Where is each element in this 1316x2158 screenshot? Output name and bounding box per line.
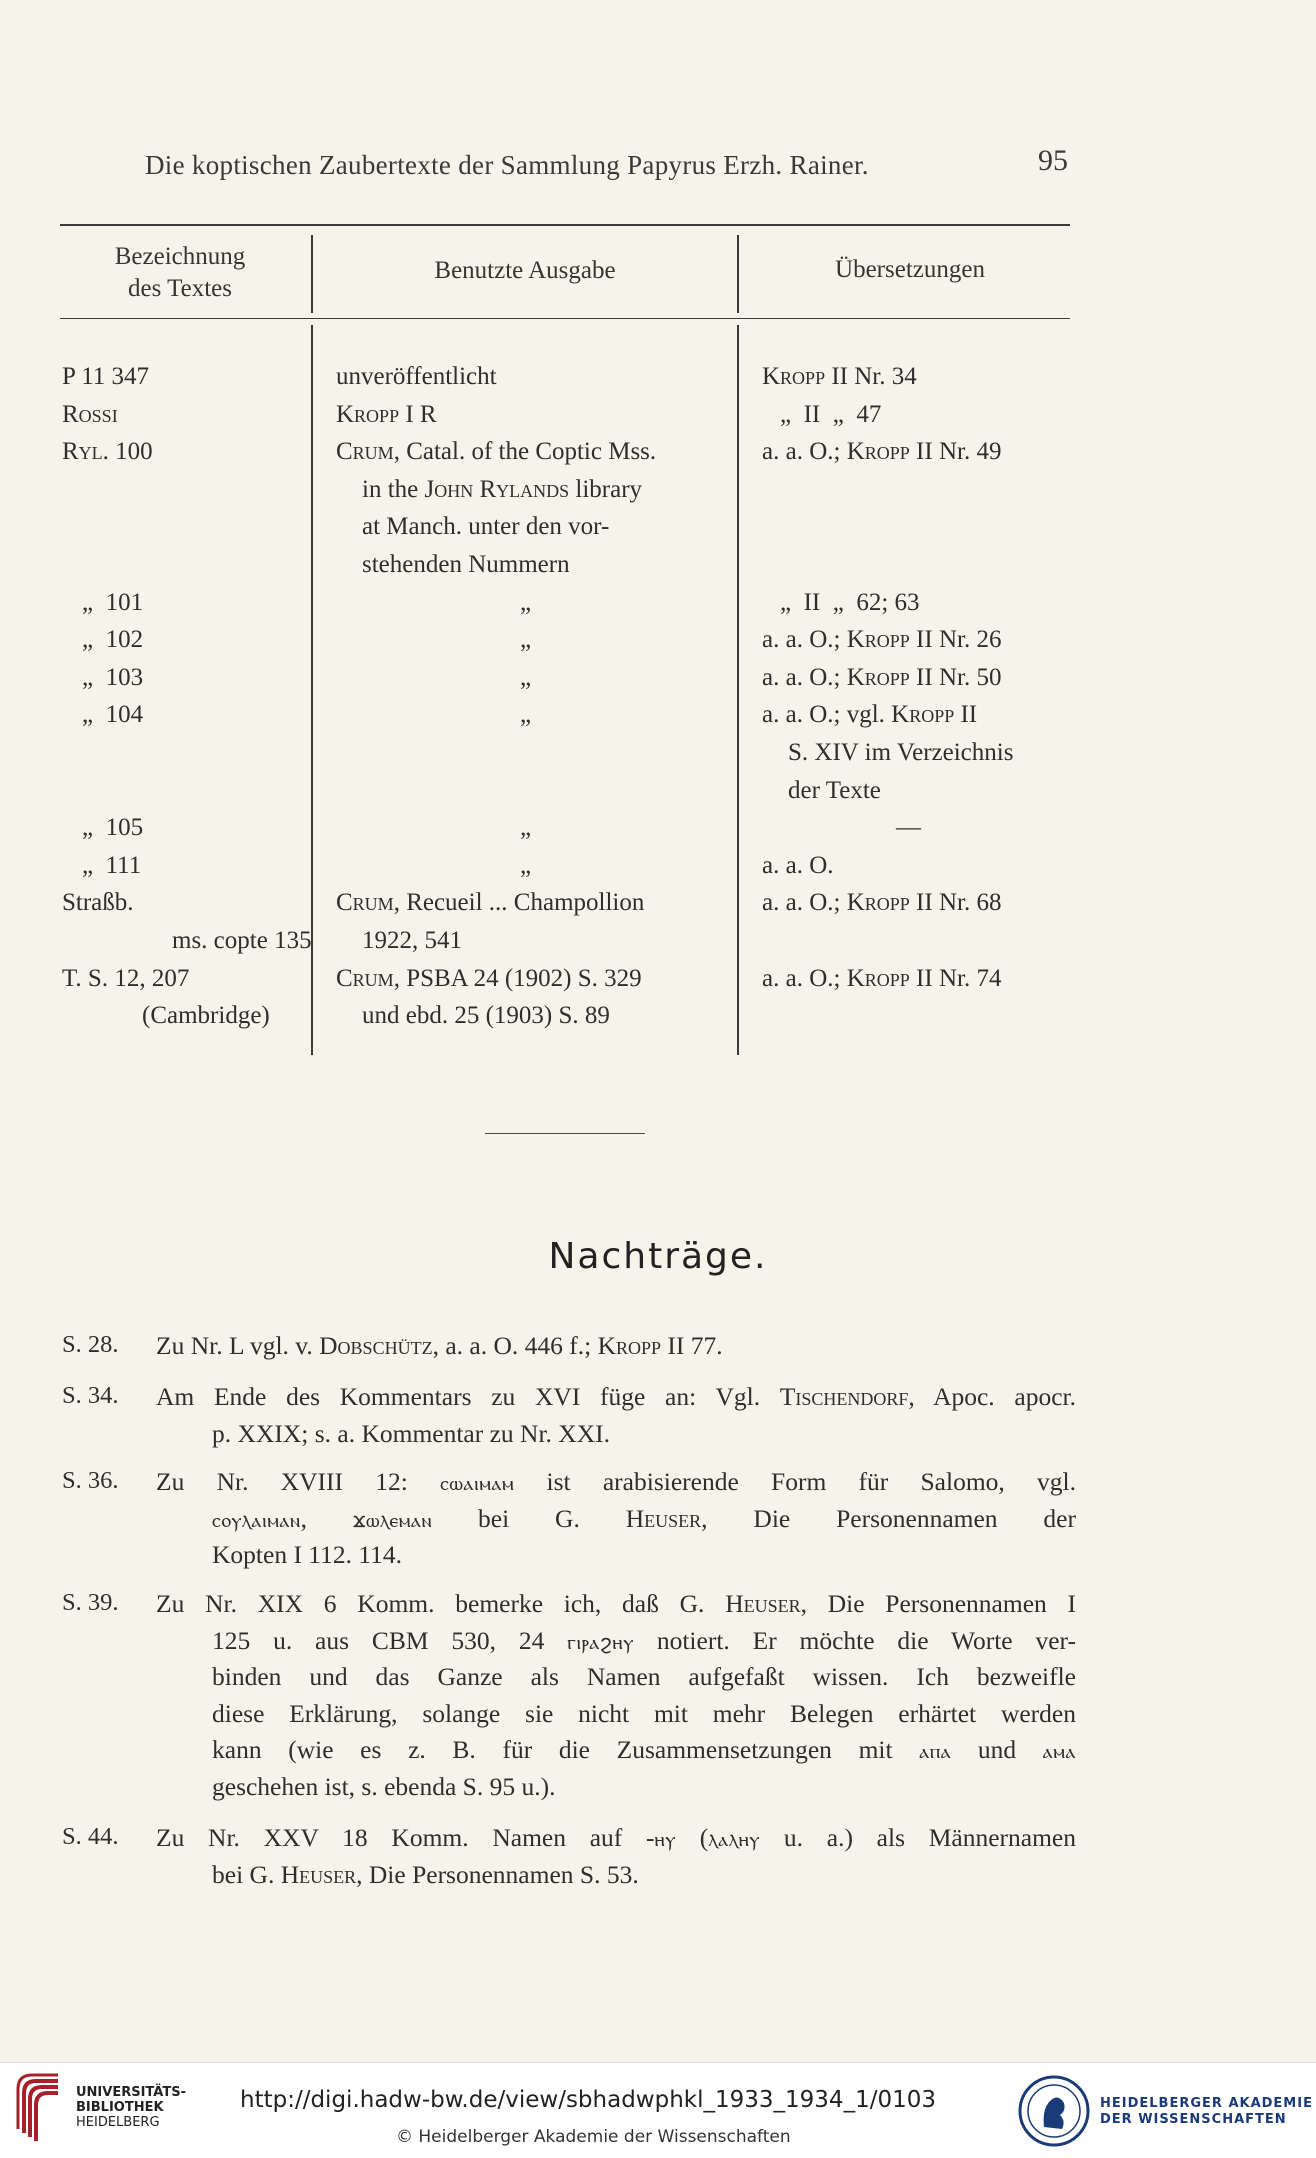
note-page-ref: S. 44. — [62, 1823, 119, 1850]
cell-bezeichnung: „ 111 — [82, 851, 142, 879]
cell-bezeichnung: „ 102 — [82, 626, 144, 654]
note-line: Zu Nr. XIX 6 Komm. bemerke ich, daß G. Heuser, Die Personennamen I — [156, 1589, 1077, 1618]
cell-ausgabe: stehenden Nummern — [362, 551, 570, 578]
col-header-ausgabe: Benutzte Ausgabe — [434, 257, 616, 284]
note-line: diese Erklärung, solange sie nicht mit mehr Belegen erhärtet werden — [212, 1698, 1076, 1728]
cell-ausgabe: „ — [520, 626, 532, 654]
note-page-ref: S. 36. — [62, 1467, 119, 1494]
cell-uebersetzung: a. a. O.; Kropp II Nr. 74 — [762, 964, 1002, 992]
cell-bezeichnung: Ryl. 100 — [62, 438, 153, 466]
cell-bezeichnung: Rossi — [62, 400, 118, 428]
note-line: Am Ende des Kommentars zu XVI füge an: Vgl. Tischendorf, Apoc. apocr. — [156, 1382, 1076, 1411]
cell-ausgabe: Crum, Catal. of the Coptic Mss. — [336, 438, 657, 466]
university-library-logo-icon — [14, 2073, 64, 2145]
note-line: 125 u. aus CBM 530, 24 ⲅⲓⲣⲁϩⲏⲩ notiert. Er möchte die Worte ver- — [212, 1625, 1076, 1655]
copyright-notice: © Heidelberger Akademie der Wissenschaften — [396, 2127, 791, 2147]
ub-line-2: BIBLIOTHEK — [76, 2100, 164, 2115]
cell-ausgabe: und ebd. 25 (1903) S. 89 — [362, 1002, 610, 1030]
cell-bezeichnung: „ 104 — [82, 701, 144, 729]
cell-ausgabe: unveröffentlicht — [336, 363, 497, 390]
ub-line-3: HEIDELBERG — [76, 2115, 160, 2130]
note-line: Zu Nr. XXV 18 Komm. Namen auf -ⲏⲩ (ⲗⲁⲗⲏⲩ u. a.) als Männernamen — [156, 1823, 1076, 1852]
cell-bezeichnung: Straßb. — [62, 889, 134, 917]
cell-bezeichnung: ms. copte 135 — [172, 927, 312, 954]
cell-ausgabe: „ — [520, 701, 532, 729]
col-header-bezeichnung-line-2: des Textes — [127, 275, 233, 302]
table-col-divider-2-header — [737, 235, 739, 313]
cell-uebersetzung: S. XIV im Verzeichnis — [788, 739, 1014, 766]
cell-bezeichnung: „ 103 — [82, 663, 144, 691]
cell-ausgabe: Crum, PSBA 24 (1902) S. 329 — [336, 964, 642, 992]
cell-uebersetzung: a. a. O. — [762, 851, 834, 879]
cell-ausgabe: „ — [520, 663, 532, 691]
page-number: 95 — [1038, 144, 1068, 177]
footer-bar — [0, 2062, 1316, 2158]
note-page-ref: S. 34. — [62, 1382, 119, 1409]
cell-bezeichnung: „ 105 — [82, 814, 144, 842]
note-line: geschehen ist, s. ebenda S. 95 u.). — [212, 1771, 556, 1801]
section-title: Nachträge. — [548, 1236, 768, 1277]
note-line: kann (wie es z. B. für die Zusammensetzungen mit ⲁⲡⲁ und ⲁⲙⲁ — [212, 1735, 1077, 1764]
table-header-rule — [60, 318, 1070, 319]
cell-uebersetzung: a. a. O.; Kropp II Nr. 50 — [762, 663, 1002, 691]
university-library-name — [76, 2085, 186, 2130]
cell-ausgabe: at Manch. unter den vor- — [362, 513, 610, 541]
cell-ausgabe: „ — [520, 814, 532, 842]
cell-ausgabe: Crum, Recueil ... Champollion — [336, 889, 645, 917]
table-col-divider-1-header — [311, 235, 313, 313]
note-page-ref: S. 39. — [62, 1589, 119, 1616]
col-header-uebersetzungen: Übersetzungen — [835, 256, 985, 283]
table-top-rule — [60, 224, 1070, 226]
cell-uebersetzung: a. a. O.; Kropp II Nr. 49 — [762, 438, 1002, 466]
note-line: ⲥⲟⲩⲗⲁⲓⲙⲁⲛ, ϫⲱⲗⲉⲙⲁⲛ bei G. Heuser, Die Personennamen der — [212, 1503, 1076, 1533]
cell-uebersetzung: „ II „ 47 — [780, 400, 882, 428]
table-col-divider-2 — [737, 325, 739, 1055]
cell-bezeichnung: T. S. 12, 207 — [62, 964, 190, 992]
cell-uebersetzung: a. a. O.; Kropp II Nr. 68 — [762, 889, 1002, 917]
cell-ausgabe: in the John Rylands library — [362, 475, 643, 503]
cell-uebersetzung: der Texte — [788, 776, 881, 804]
note-page-ref: S. 28. — [62, 1331, 119, 1358]
cell-bezeichnung: P 11 347 — [62, 363, 150, 390]
cell-bezeichnung: (Cambridge) — [142, 1002, 270, 1030]
academy-name — [1100, 2096, 1313, 2128]
note-line: bei G. Heuser, Die Personennamen S. 53. — [212, 1859, 639, 1889]
note-line: binden und das Ganze als Namen aufgefaßt wissen. Ich bezweifle — [212, 1662, 1076, 1691]
cell-uebersetzung: a. a. O.; vgl. Kropp II — [762, 701, 978, 729]
note-line: Kopten I 112. 114. — [212, 1540, 403, 1569]
cell-ausgabe: Kropp I R — [336, 400, 437, 428]
academy-line-2: DER WISSENSCHAFTEN — [1100, 2112, 1287, 2127]
col-header-bezeichnung-line-1: Bezeichnung — [114, 243, 246, 270]
academy-seal-icon — [1016, 2073, 1092, 2149]
running-title: Die koptischen Zaubertexte der Sammlung Papyrus Erzh. Rainer. — [145, 150, 869, 180]
source-url-link[interactable]: http://digi.hadw-bw.de/view/sbhadwphkl_1933_1934_1/0103 — [240, 2087, 936, 2113]
cell-uebersetzung: „ II „ 62; 63 — [780, 588, 920, 616]
cell-ausgabe: „ — [520, 851, 532, 879]
separator-rule — [485, 1133, 645, 1134]
col-header-bezeichnung — [70, 241, 290, 305]
cell-uebersetzung: Kropp II Nr. 34 — [762, 363, 917, 390]
cell-uebersetzung: — — [896, 814, 921, 842]
cell-bezeichnung: „ 101 — [82, 588, 144, 616]
academy-line-1: HEIDELBERGER AKADEMIE — [1100, 2096, 1313, 2111]
ub-line-1: UNIVERSITÄTS- — [76, 2085, 186, 2100]
cell-uebersetzung: a. a. O.; Kropp II Nr. 26 — [762, 626, 1002, 654]
cell-ausgabe: 1922, 541 — [362, 927, 462, 954]
note-line: Zu Nr. XVIII 12: ⲥⲱⲁⲓⲙⲁⲙ ist arabisierende Form für Salomo, vgl. — [156, 1467, 1077, 1496]
note-line: Zu Nr. L vgl. v. Dobschütz, a. a. O. 446 f.; Kropp II 77. — [156, 1331, 723, 1360]
cell-ausgabe: „ — [520, 588, 532, 616]
note-line: p. XXIX; s. a. Kommentar zu Nr. XXI. — [212, 1418, 611, 1448]
